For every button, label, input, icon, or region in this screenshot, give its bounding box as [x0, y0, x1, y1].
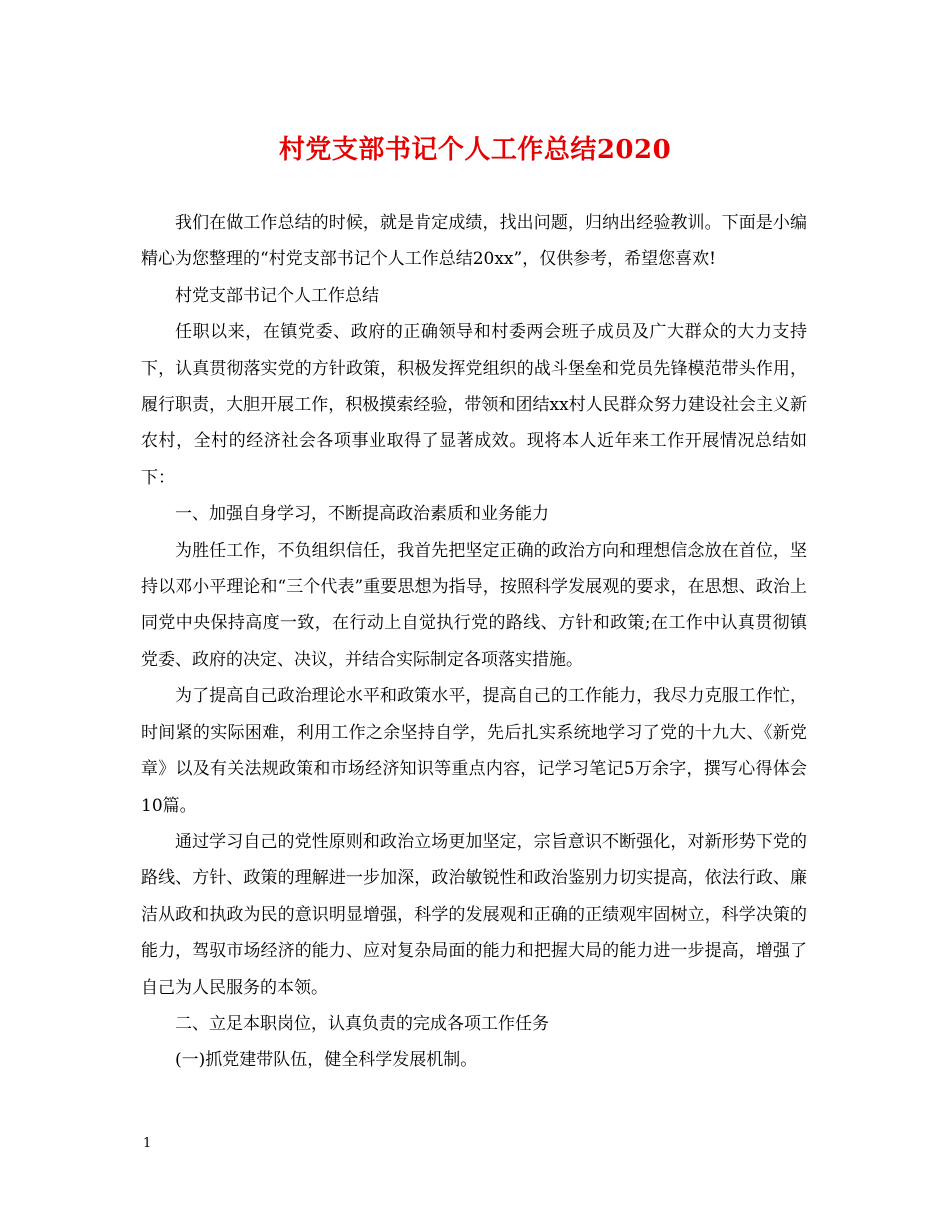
body-paragraph: 为胜任工作，不负组织信任，我首先把坚定正确的政治方向和理想信念放在首位，坚持以邓小平理论和“三个代表”重要思想为指导，按照科学发展观的要求，在思想、政治上同党中央保持高度一致，在行动上自觉执行党的路线、方针和政策;在工作中认真贯彻镇党委、政府的决定、决议，并结合实际制定各项落实措施。	[141, 540, 807, 670]
body-paragraph: 通过学习自己的党性原则和政治立场更加坚定，宗旨意识不断强化，对新形势下党的路线、方针、政策的理解进一步加深，政治敏锐性和政治鉴别力切实提高，依法行政、廉洁从政和执政为民的意识明显增强，科学的发展观和正确的正绩观牢固树立，科学决策的能力，驾驭市场经济的能力、应对复杂局面的能力和把握大局的能力进一步提高，增强了自己为人民服务的本领。	[141, 831, 807, 998]
section-heading: 二、立足本职岗位，认真负责的完成各项工作任务	[175, 1013, 549, 1034]
body-paragraph: 为了提高自己政治理论水平和政策水平，提高自己的工作能力，我尽力克服工作忙，时间紧的实际困难，利用工作之余坚持自学，先后扎实系统地学习了党的十九大、《新党章》以及有关法规政策和市场经济知识等重点内容，记学习笔记5万余字，撰写心得体会10篇。	[141, 686, 807, 816]
page-number: 1	[143, 1136, 152, 1151]
subtitle-paragraph: 村党支部书记个人工作总结	[175, 285, 379, 306]
subsection-heading: (一)抓党建带队伍，健全科学发展机制。	[175, 1050, 478, 1071]
section-heading: 一、加强自身学习，不断提高政治素质和业务能力	[175, 504, 549, 525]
document-body	[141, 205, 807, 1079]
body-paragraph: 任职以来，在镇党委、政府的正确领导和村委两会班子成员及广大群众的大力支持下，认真贯彻落实党的方针政策，积极发挥党组织的战斗堡垒和党员先锋模范带头作用，履行职责，大胆开展工作，积极摸索经验，带领和团结xx村人民群众努力建设社会主义新农村，全村的经济社会各项事业取得了显著成效。现将本人近年来工作开展情况总结如下：	[141, 322, 807, 488]
document-title: 村党支部书记个人工作总结2020	[278, 135, 672, 165]
intro-paragraph: 我们在做工作总结的时候，就是肯定成绩，找出问题，归纳出经验教训。下面是小编精心为您整理的“村党支部书记个人工作总结20xx”，仅供参考，希望您喜欢!	[141, 213, 807, 270]
